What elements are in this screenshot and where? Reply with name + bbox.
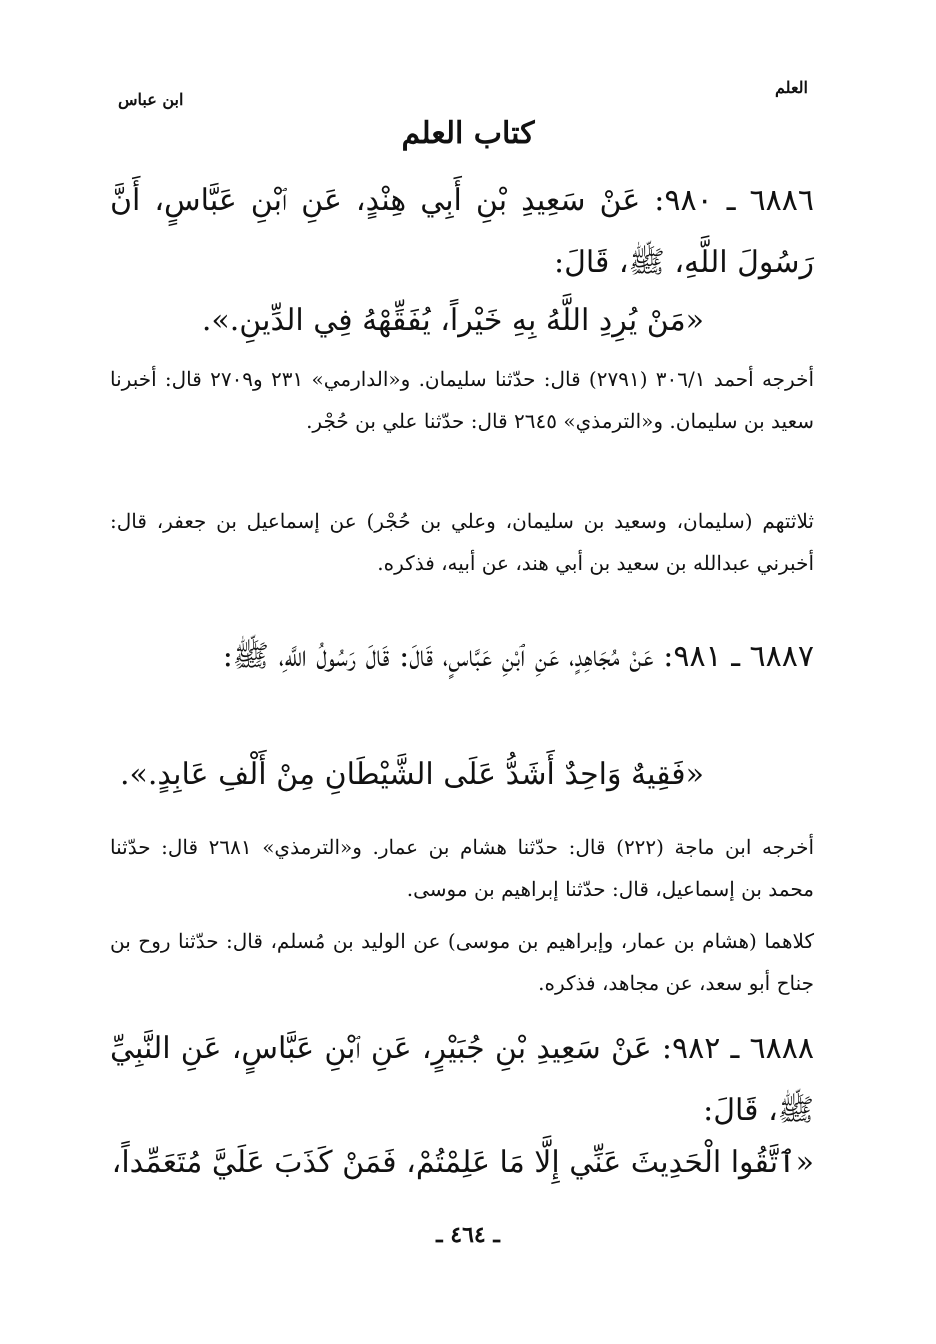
takhrij-6886-sources: أخرجه أحمد ٣٠٦/١ (٢٧٩١) قال: حدّثنا سليمان. و«الدارمي» ٢٣١ و٢٧٠٩ قال: أخبرنا سعيد بن سليمان. و«الترمذي» ٢٦٤٥ قال: حدّثنا علي بن حُجْر. [110,367,815,433]
page-number: ـ ٤٦٤ ـ [436,1222,500,1248]
takhrij-6887-chain: كلاهما (هشام بن عمار، وإبراهيم بن موسى) عن الوليد بن مُسلم، قال: حدّثنا روح بن جناح أبو سعد، عن مجاهد، فذكره. [110,929,814,995]
hadith-isnad-6887: ٦٨٨٧ ـ ٩٨١: عَنْ مُجَاهِدٍ، عَنِ ٱبْنِ عَبَّاسٍ، قَالَ: قَالَ رَسُولُ اللَّهِ، ﷺ: [222,639,814,674]
running-header [118,78,808,108]
takhrij-6887-sources: أخرجه ابن ماجة (٢٢٢) قال: حدّثنا هشام بن عمار. و«الترمذي» ٢٦٨١ قال: حدّثنا محمد بن إسماعيل، قال: حدّثنا إبراهيم بن موسى. [110,835,814,901]
hadith-isnad-6888: ٦٨٨٨ ـ ٩٨٢: عَنْ سَعِيدِ بْنِ جُبَيْرٍ، عَنِ ٱبْنِ عَبَّاسٍ، عَنِ النَّبِيِّ ﷺ، قَالَ: [110,1031,814,1128]
takhrij-6886-chain: ثلاثتهم (سليمان، وسعيد بن سليمان، وعلي بن حُجْر) عن إسماعيل بن جعفر، قال: أخبرني عبدالله بن سعيد بن أبي هند، عن أبيه، فذكره. [110,509,814,575]
header-rule [178,92,768,93]
hadith-matn-6886: «مَنْ يُرِدِ اللَّهُ بِهِ خَيْراً، يُفَقِّهْهُ فِي الدِّينِ.». [201,303,704,338]
hadith-matn-6888: «ٱتَّقُوا الْحَدِيثَ عَنِّي إِلَّا مَا عَلِمْتُمْ، فَمَنْ كَذَبَ عَلَيَّ مُتَعَمِّداً، [111,1145,814,1180]
hadith-matn-6887: «فَقِيهٌ وَاحِدٌ أَشَدُّ عَلَى الشَّيْطَانِ مِنْ أَلْفِ عَابِدٍ.». [119,757,704,792]
book-title: كتاب العلم [401,116,535,151]
header-narrator: ابن عباس [118,90,191,109]
header-chapter: العلم [767,78,808,97]
hadith-isnad-6886: ٦٨٨٦ ـ ٩٨٠: عَنْ سَعِيدِ بْنِ أَبِي هِنْدٍ، عَنِ ٱبْنِ عَبَّاسٍ، أَنَّ رَسُولَ اللَّهِ، ﷺ، قَالَ: [110,183,814,280]
